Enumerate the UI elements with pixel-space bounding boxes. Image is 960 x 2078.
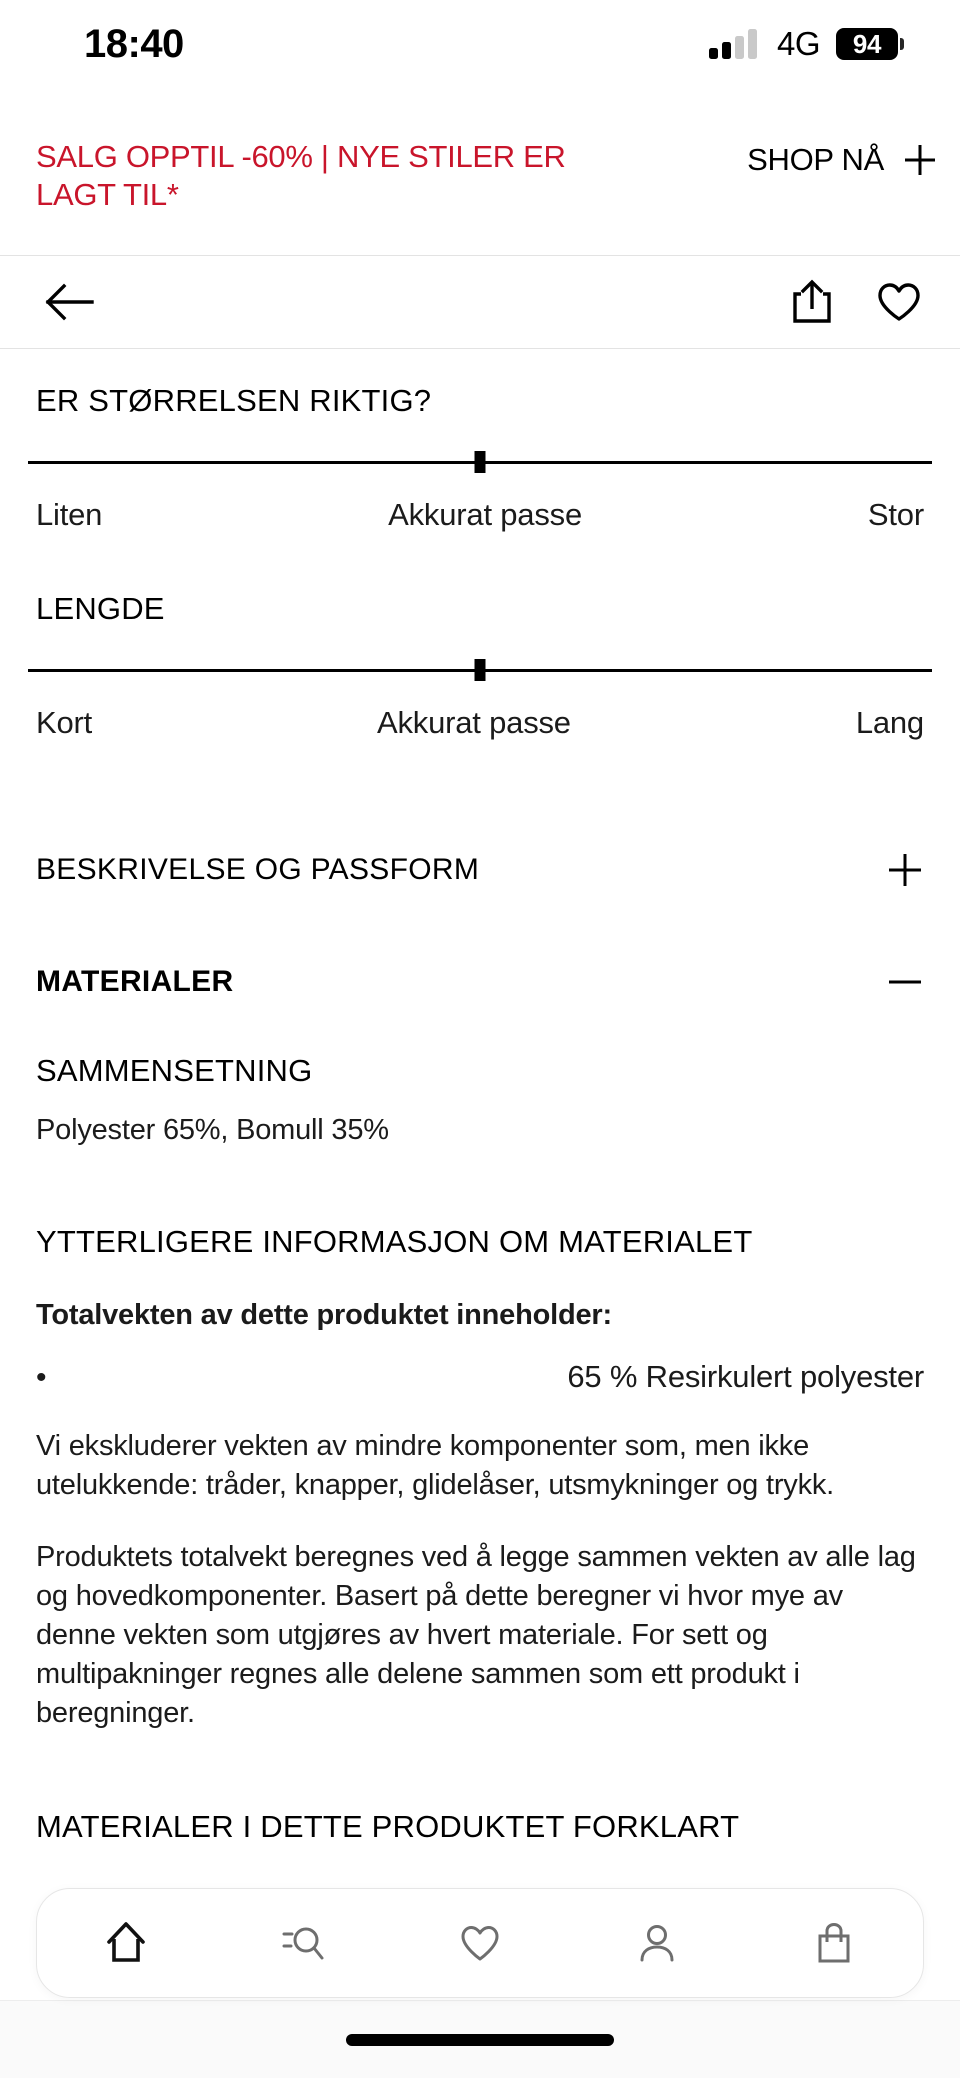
tab-home[interactable] <box>71 1888 181 1998</box>
battery-icon <box>836 28 904 60</box>
length-fit-right-label: Lang <box>855 705 924 740</box>
accordion-materialer[interactable] <box>36 963 924 1001</box>
search-icon <box>278 1918 328 1968</box>
tab-bag[interactable] <box>779 1888 889 1998</box>
total-weight-heading: Totalvekten av dette produktet inneholder: <box>36 1298 612 1331</box>
heart-icon <box>876 280 922 324</box>
tab-wishlist[interactable] <box>425 1888 535 1998</box>
battery-percent-label: 94 <box>852 28 882 59</box>
materials-explained-heading: MATERIALER I DETTE PRODUKTET FORKLART <box>36 1808 740 1844</box>
shop-now-label: SHOP NÅ <box>747 142 884 177</box>
size-fit-mid-label: Akkurat passe <box>388 497 582 532</box>
length-fit-block <box>36 591 924 741</box>
status-bar <box>0 0 960 88</box>
accordion-beskrivelse-label: BESKRIVELSE OG PASSFORM <box>36 853 480 886</box>
wishlist-button[interactable] <box>876 280 922 324</box>
size-fit-title: ER STØRRELSEN RIKTIG? <box>36 383 432 418</box>
nav-actions <box>790 278 922 326</box>
size-fit-left-label: Liten <box>36 497 103 532</box>
material-bullet-row <box>36 1359 924 1395</box>
composition-value: Polyester 65%, Bomull 35% <box>36 1114 389 1146</box>
home-icon <box>101 1918 151 1968</box>
accordion-beskrivelse-og-passform[interactable] <box>36 851 924 889</box>
size-fit-right-label: Stor <box>867 497 924 532</box>
back-arrow-icon <box>44 281 96 323</box>
accordion-materialer-label: MATERIALER <box>36 965 234 998</box>
promo-banner[interactable] <box>0 120 960 254</box>
person-icon <box>632 1918 682 1968</box>
weight-calculation-paragraph: Produktets totalvekt beregnes ved å legge sammen vekten av alle lag og hovedkomponenter. Basert på dette beregner vi hvor mye av denne vekten som utgjøres av hvert materiale. For sett og multipakninger regnes alle delene sammen som ett produkt i beregninger. <box>36 1541 916 1729</box>
heart-icon <box>455 1918 505 1968</box>
size-fit-block <box>36 383 924 533</box>
share-icon <box>790 278 834 326</box>
signal-strength-icon <box>709 29 757 59</box>
plus-icon <box>902 142 938 178</box>
shop-now-button[interactable] <box>747 138 938 178</box>
product-nav-bar <box>0 255 960 349</box>
composition-heading: SAMMENSETNING <box>36 1053 313 1088</box>
bullet-marker: • <box>36 1360 47 1394</box>
bottom-tab-bar <box>36 1888 924 1998</box>
network-type-label: 4G <box>776 25 820 62</box>
tab-account[interactable] <box>602 1888 712 1998</box>
length-fit-slider[interactable] <box>28 657 932 683</box>
size-fit-labels <box>36 497 924 533</box>
minus-icon <box>886 963 924 1001</box>
length-fit-thumb[interactable] <box>475 659 486 681</box>
tab-search[interactable] <box>248 1888 358 1998</box>
length-fit-title: LENGDE <box>36 591 165 626</box>
share-button[interactable] <box>790 278 834 326</box>
home-indicator-area <box>0 2000 960 2078</box>
further-info-heading: YTTERLIGERE INFORMASJON OM MATERIALET <box>36 1223 753 1259</box>
length-fit-left-label: Kort <box>36 705 93 740</box>
size-fit-thumb[interactable] <box>475 451 486 473</box>
plus-icon <box>886 851 924 889</box>
exclusion-paragraph: Vi ekskluderer vekten av mindre komponenter som, men ikke utelukkende: tråder, knapper, glidelåser, utsmykninger og trykk. <box>36 1429 835 1501</box>
home-indicator[interactable] <box>346 2034 614 2046</box>
back-button[interactable] <box>44 281 96 323</box>
length-fit-mid-label: Akkurat passe <box>377 705 571 740</box>
product-details-content <box>0 349 960 1970</box>
bullet-value: 65 % Resirkulert polyester <box>567 1358 924 1394</box>
status-time: 18:40 <box>84 21 184 66</box>
promo-message: SALG OPPTIL -60% | NYE STILER ER LAGT TIL* <box>36 139 566 212</box>
bag-icon <box>809 1918 859 1968</box>
status-indicators <box>709 25 904 63</box>
size-fit-slider[interactable] <box>28 449 932 475</box>
length-fit-labels <box>36 705 924 741</box>
